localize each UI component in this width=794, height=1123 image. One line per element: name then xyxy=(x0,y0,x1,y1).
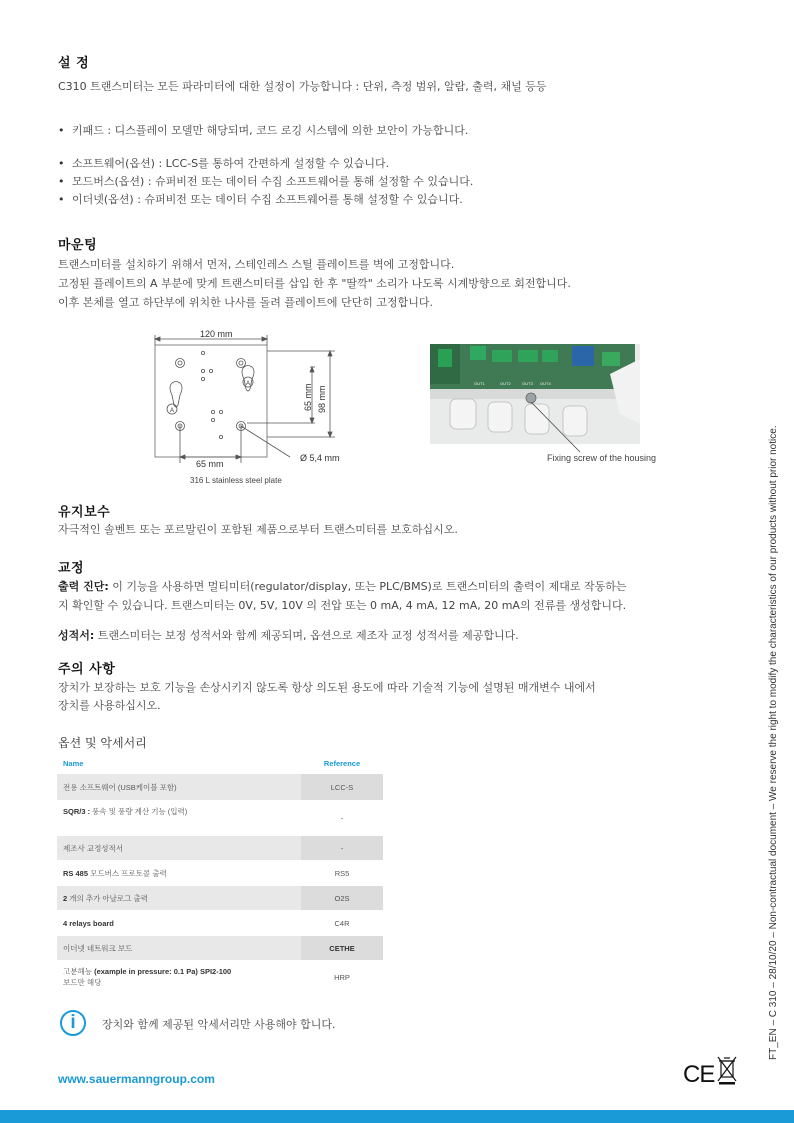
row-name xyxy=(57,800,301,836)
bottom-label: 65 mm xyxy=(196,459,224,469)
ce-mark: CE xyxy=(683,1061,715,1088)
settings-title: 설 정 xyxy=(58,56,90,71)
calibration-diag-line-2: 지 확인할 수 있습니다. 트랜스미터는 0V, 5V, 10V 의 전압 또는 0 mA, 4 mA, 12 mA, 20 mA의 전류를 생성합니다. xyxy=(58,599,627,612)
weee-bin-icon xyxy=(716,1055,738,1085)
accessories-note: 장치와 함께 제공된 악세서리만 사용해야 합니다. xyxy=(102,1018,336,1031)
row-name xyxy=(57,960,301,994)
accessories-table xyxy=(57,752,383,994)
mounting-line-2: 고정된 플레이트의 A 부분에 맞게 트랜스미터를 삽입 한 후 "딸깍" 소리가 나도록 시계방향으로 회전합니다. xyxy=(58,277,571,290)
footer-url[interactable]: www.sauermanngroup.com xyxy=(58,1072,215,1086)
diag-label: 출력 진단: xyxy=(58,580,109,593)
table-row xyxy=(57,860,383,886)
row-name xyxy=(57,774,301,800)
marker-a-right: A xyxy=(246,381,251,387)
list-item: • 소프트웨어(옵션) : LCC-S를 통하여 간편하게 설정할 수 있습니다. xyxy=(58,155,473,173)
col-ref-header: Reference xyxy=(323,758,361,768)
housing-photo xyxy=(430,344,640,464)
row-ref: O2S xyxy=(301,886,383,910)
caution-title: 주의 사항 xyxy=(58,662,116,677)
row-name-bold: 4 relays board xyxy=(63,918,114,928)
height-inner-label: 65 mm xyxy=(303,383,313,411)
row-name-bold: SQR/3 : xyxy=(63,807,91,816)
list-item: • 모드버스(옵션) : 슈퍼비전 또는 데이터 수집 소프트웨어를 통해 설정할 수 있습니다. xyxy=(58,173,473,191)
marker-a-left: A xyxy=(170,408,175,414)
footer-bar xyxy=(0,1110,794,1123)
diag-text: 이 기능을 사용하면 멀티미터(regulator/display, 또는 PLC/BMS)로 트랜스미터의 출력이 제대로 작동하는 xyxy=(108,580,627,593)
row-name-bold: (example in pressure: 0.1 Pa) SPI2-100 xyxy=(94,967,232,976)
hole-label: Ø 5,4 mm xyxy=(300,453,340,463)
out2-label: OUT2 xyxy=(500,381,511,386)
row-name-text: 모드버스 프로토콜 출력 xyxy=(88,868,167,878)
width-label: 120 mm xyxy=(200,329,233,339)
row-name-text-2: 보드만 해당 xyxy=(63,978,102,987)
row-ref: C4R xyxy=(301,910,383,936)
row-name-bold: 2 xyxy=(63,893,68,903)
row-name xyxy=(57,836,301,860)
table-row xyxy=(57,886,383,910)
out3-label: OUT3 xyxy=(522,381,533,386)
row-ref: LCC-S xyxy=(301,774,383,800)
mounting-line-3: 이후 본체를 열고 하단부에 위치한 나사를 돌려 플레이트에 단단히 고정합니다. xyxy=(58,296,433,309)
row-name-bold: RS 485 xyxy=(63,868,89,878)
mounting-title: 마운팅 xyxy=(58,238,98,253)
col-name-header: Name xyxy=(63,758,84,768)
list-item: • 키패드 : 디스플레이 모델만 해당되며, 코드 로깅 시스템에 의한 보안이 가능합니다. xyxy=(58,122,468,140)
row-name-text: 풍속 및 풍량 계산 기능 (입력) xyxy=(90,807,188,816)
settings-options-list xyxy=(58,155,473,209)
accessories-title: 옵션 및 악세서리 xyxy=(58,736,147,750)
table-row xyxy=(57,936,383,960)
row-name-text: 전용 소프트웨어 (USB케이블 포함) xyxy=(63,782,177,792)
row-name-text: 제조사 교정성적서 xyxy=(63,843,124,853)
table-row xyxy=(57,836,383,860)
cert-label: 성적서: xyxy=(58,629,95,642)
row-ref: CETHE xyxy=(301,936,383,960)
table-row xyxy=(57,960,383,994)
table-header xyxy=(57,752,383,774)
row-name-text: 개의 추가 아날로그 출력 xyxy=(67,893,148,903)
keypad-list xyxy=(58,122,468,140)
calibration-cert xyxy=(58,627,519,645)
table-row xyxy=(57,800,383,836)
maintenance-text: 자극적인 솔벤트 또는 포르말린이 포함된 제품으로부터 트랜스미터를 보호하십시오. xyxy=(58,523,458,536)
row-name-text: 고분해능 xyxy=(63,967,95,976)
caution-line-2: 장치를 사용하십시오. xyxy=(58,699,161,712)
info-icon: i xyxy=(60,1010,86,1036)
maintenance-title: 유지보수 xyxy=(58,505,111,520)
row-name xyxy=(57,860,301,886)
list-item: • 이더넷(옵션) : 슈퍼비전 또는 데이터 수집 소프트웨어를 통해 설정할 수 있습니다. xyxy=(58,191,473,209)
height-outer-label: 98 mm xyxy=(317,385,327,413)
settings-intro: C310 트랜스미터는 모든 파라미터에 대한 설정이 가능합니다 : 단위, 측정 범위, 알람, 출력, 채널 등등 xyxy=(58,80,547,93)
out4-label: OUT4 xyxy=(540,381,551,386)
row-ref: - xyxy=(301,836,383,860)
photo-caption: Fixing screw of the housing xyxy=(547,453,657,463)
row-ref: HRP xyxy=(301,960,383,994)
row-ref: - xyxy=(301,800,383,836)
calibration-title: 교정 xyxy=(58,561,85,576)
table-row xyxy=(57,774,383,800)
caution-line-1: 장치가 보장하는 보호 기능을 손상시키지 않도록 항상 의도된 용도에 따라 기술적 기능에 설명된 매개변수 내에서 xyxy=(58,681,596,694)
row-name-text: 이더넷 네트워크 보드 xyxy=(63,943,133,953)
calibration-diag-line-1 xyxy=(58,578,626,596)
row-name xyxy=(57,910,301,936)
plate-diagram xyxy=(140,325,380,495)
table-row xyxy=(57,910,383,936)
plate-caption: 316 L stainless steel plate xyxy=(190,476,282,485)
out1-label: OUT1 xyxy=(474,381,485,386)
row-name xyxy=(57,886,301,910)
cert-text: 트랜스미터는 보정 성적서와 함께 제공되며, 옵션으로 제조자 교정 성적서를 제공합니다. xyxy=(94,629,519,642)
mounting-line-1: 트랜스미터를 설치하기 위해서 먼저, 스테인레스 스틸 플레이트를 벽에 고정합니다. xyxy=(58,258,455,271)
side-disclaimer: FT_EN – C 310 – 28/10/20 – Non-contractual document – We reserve the right to modify the characteristics of our products without prior notice. xyxy=(768,425,779,1060)
row-ref: RS5 xyxy=(301,860,383,886)
row-name xyxy=(57,936,301,960)
